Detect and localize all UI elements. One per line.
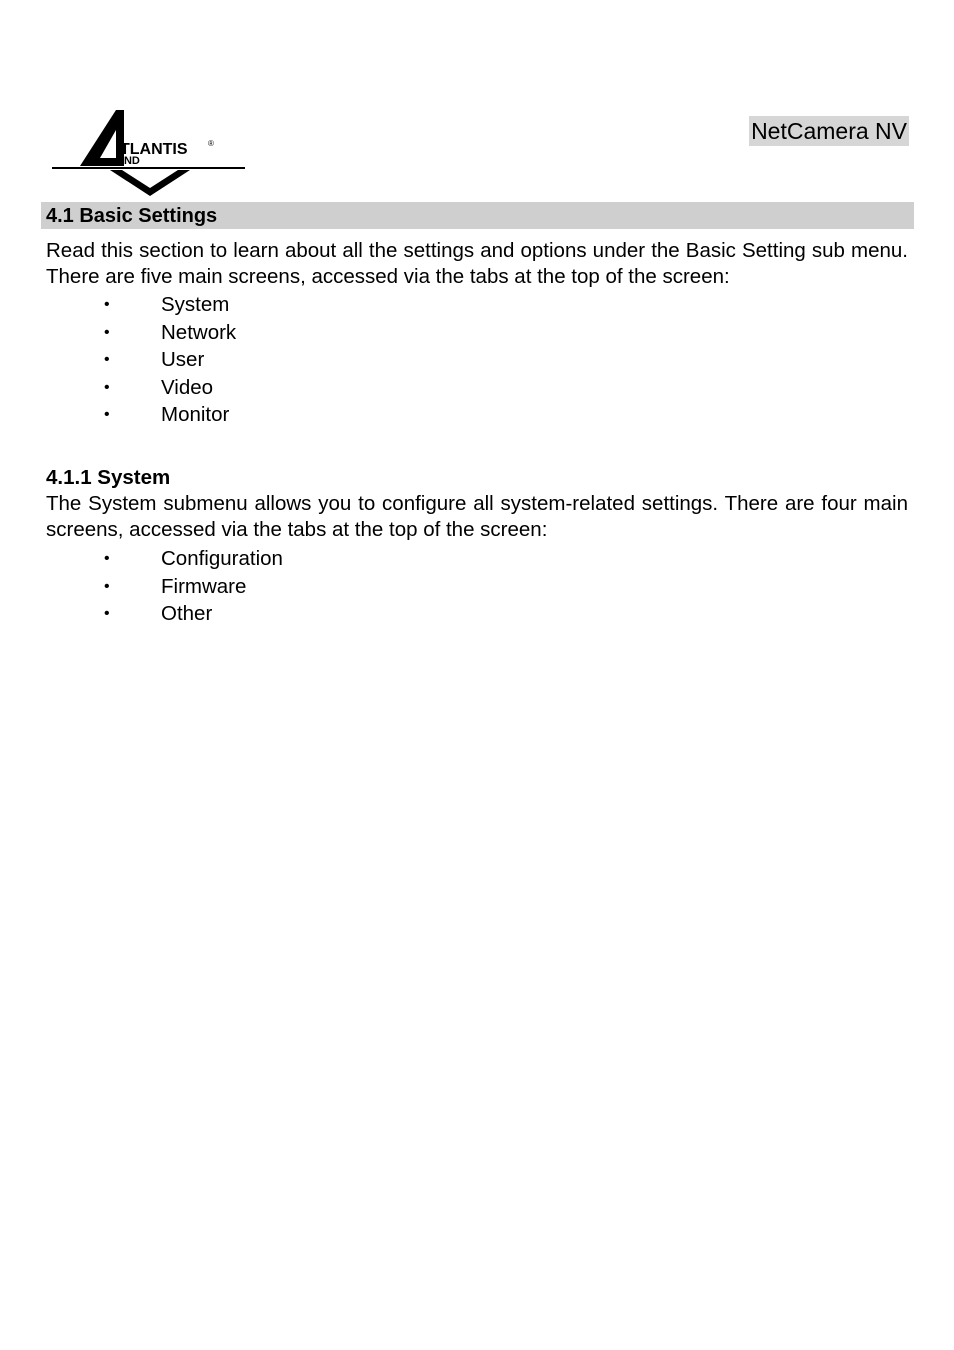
- bullet-icon: •: [104, 323, 110, 341]
- list-item-label: Video: [161, 375, 214, 399]
- section-heading-bar: [41, 202, 914, 229]
- section-intro-paragraph: Read this section to learn about all the settings and options under the Basic Setting sub menu. There are five main screens, accessed via the tabs at the top of the screen:: [46, 239, 908, 288]
- list-item-label: System: [161, 293, 230, 316]
- subsection-title: 4.1.1 System: [46, 466, 171, 489]
- atlantis-land-logo: [50, 108, 250, 198]
- bullet-icon: •: [104, 296, 110, 313]
- bullet-icon: •: [104, 406, 110, 424]
- bullet-icon: •: [104, 605, 110, 623]
- section-title: 4.1 Basic Settings: [46, 205, 218, 227]
- bullet-icon: •: [104, 577, 110, 595]
- list-item-label: Other: [161, 602, 213, 626]
- bullet-icon: •: [104, 378, 110, 396]
- list-item-label: Configuration: [161, 547, 283, 570]
- product-name: NetCamera NV: [751, 118, 907, 144]
- logo-text-top: TLANTIS: [120, 141, 188, 158]
- subsection-intro-paragraph: The System submenu allows you to configure all system-related settings. There are four main screens, accessed via the tabs at the top of the screen:: [46, 492, 908, 541]
- list-item-label: User: [161, 348, 205, 372]
- bullet-icon: •: [104, 550, 110, 567]
- list-item-label: Network: [161, 320, 237, 344]
- list-item-label: Monitor: [161, 403, 230, 427]
- logo-registered-mark: ®: [208, 139, 214, 148]
- bullet-icon: •: [104, 351, 110, 369]
- list-item-label: Firmware: [161, 574, 247, 598]
- logo-text-bottom: AND: [116, 155, 140, 167]
